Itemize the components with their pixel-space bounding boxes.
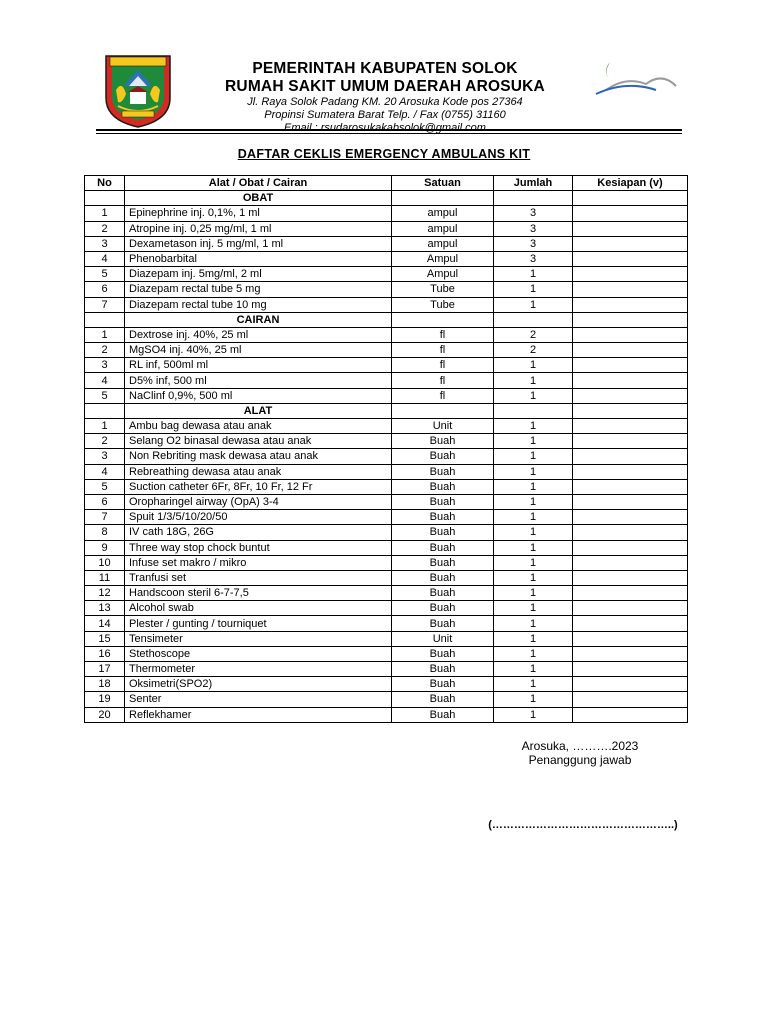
quantity-cell: 3 bbox=[494, 236, 573, 251]
quantity-cell: 3 bbox=[494, 251, 573, 266]
rsud-arosuka-logo bbox=[586, 50, 678, 122]
item-name: Oropharingel airway (OpA) 3-4 bbox=[125, 494, 392, 509]
row-number: 4 bbox=[85, 251, 125, 266]
table-row bbox=[85, 388, 688, 403]
quantity-cell: 1 bbox=[494, 388, 573, 403]
row-number: 3 bbox=[85, 449, 125, 464]
readiness-check-cell[interactable] bbox=[573, 464, 688, 479]
header-rule-thin bbox=[96, 133, 682, 134]
row-number: 2 bbox=[85, 343, 125, 358]
unit-cell: Buah bbox=[392, 525, 494, 540]
section-row-obat bbox=[85, 191, 688, 206]
table-row bbox=[85, 570, 688, 585]
readiness-check-cell[interactable] bbox=[573, 570, 688, 585]
readiness-check-cell[interactable] bbox=[573, 236, 688, 251]
col-header-satuan: Satuan bbox=[392, 176, 494, 191]
table-row bbox=[85, 206, 688, 221]
readiness-check-cell[interactable] bbox=[573, 494, 688, 509]
unit-cell: Buah bbox=[392, 494, 494, 509]
item-name: Diazepam rectal tube 5 mg bbox=[125, 282, 392, 297]
quantity-cell: 1 bbox=[494, 494, 573, 509]
empty-cell bbox=[392, 191, 494, 206]
row-number: 11 bbox=[85, 570, 125, 585]
quantity-cell: 1 bbox=[494, 267, 573, 282]
row-number: 6 bbox=[85, 282, 125, 297]
unit-cell: Buah bbox=[392, 586, 494, 601]
row-number: 20 bbox=[85, 707, 125, 722]
row-number: 2 bbox=[85, 434, 125, 449]
section-row-cairan bbox=[85, 312, 688, 327]
item-name: Atropine inj. 0,25 mg/ml, 1 ml bbox=[125, 221, 392, 236]
readiness-check-cell[interactable] bbox=[573, 707, 688, 722]
row-number: 3 bbox=[85, 358, 125, 373]
item-name: Infuse set makro / mikro bbox=[125, 555, 392, 570]
row-number: 6 bbox=[85, 494, 125, 509]
readiness-check-cell[interactable] bbox=[573, 601, 688, 616]
item-name: Dextrose inj. 40%, 25 ml bbox=[125, 327, 392, 342]
quantity-cell: 1 bbox=[494, 601, 573, 616]
signature-block bbox=[500, 739, 660, 767]
readiness-check-cell[interactable] bbox=[573, 388, 688, 403]
unit-cell: Buah bbox=[392, 540, 494, 555]
table-row bbox=[85, 267, 688, 282]
row-number: 17 bbox=[85, 662, 125, 677]
table-row bbox=[85, 707, 688, 722]
readiness-check-cell[interactable] bbox=[573, 677, 688, 692]
empty-cell bbox=[494, 403, 573, 418]
item-name: Handscoon steril 6-7-7,5 bbox=[125, 586, 392, 601]
quantity-cell: 1 bbox=[494, 692, 573, 707]
table-row bbox=[85, 616, 688, 631]
item-name: Spuit 1/3/5/10/20/50 bbox=[125, 510, 392, 525]
empty-cell bbox=[573, 191, 688, 206]
table-row bbox=[85, 692, 688, 707]
item-name: RL inf, 500ml ml bbox=[125, 358, 392, 373]
row-number: 10 bbox=[85, 555, 125, 570]
col-header-no: No bbox=[85, 176, 125, 191]
table-row bbox=[85, 662, 688, 677]
table-body bbox=[85, 191, 688, 723]
item-name: Reflekhamer bbox=[125, 707, 392, 722]
item-name: Diazepam inj. 5mg/ml, 2 ml bbox=[125, 267, 392, 282]
quantity-cell: 1 bbox=[494, 662, 573, 677]
quantity-cell: 1 bbox=[494, 646, 573, 661]
table-row bbox=[85, 434, 688, 449]
readiness-check-cell[interactable] bbox=[573, 616, 688, 631]
table-row bbox=[85, 327, 688, 342]
header-rule-thick bbox=[96, 129, 682, 131]
table-row bbox=[85, 251, 688, 266]
row-number: 4 bbox=[85, 464, 125, 479]
unit-cell: Buah bbox=[392, 646, 494, 661]
table-row bbox=[85, 343, 688, 358]
unit-cell: Ampul bbox=[392, 251, 494, 266]
table-header-row bbox=[85, 176, 688, 191]
table-row bbox=[85, 540, 688, 555]
quantity-cell: 1 bbox=[494, 358, 573, 373]
readiness-check-cell[interactable] bbox=[573, 221, 688, 236]
table-row bbox=[85, 601, 688, 616]
readiness-check-cell[interactable] bbox=[573, 343, 688, 358]
quantity-cell: 1 bbox=[494, 555, 573, 570]
government-name: PEMERINTAH KABUPATEN SOLOK bbox=[252, 60, 518, 77]
readiness-check-cell[interactable] bbox=[573, 586, 688, 601]
quantity-cell: 1 bbox=[494, 449, 573, 464]
unit-cell: Buah bbox=[392, 449, 494, 464]
quantity-cell: 1 bbox=[494, 677, 573, 692]
unit-cell: Unit bbox=[392, 419, 494, 434]
unit-cell: Buah bbox=[392, 677, 494, 692]
item-name: Stethoscope bbox=[125, 646, 392, 661]
readiness-check-cell[interactable] bbox=[573, 434, 688, 449]
row-number: 16 bbox=[85, 646, 125, 661]
table-row bbox=[85, 555, 688, 570]
unit-cell: Buah bbox=[392, 479, 494, 494]
readiness-check-cell[interactable] bbox=[573, 373, 688, 388]
unit-cell: ampul bbox=[392, 221, 494, 236]
quantity-cell: 1 bbox=[494, 464, 573, 479]
row-number: 7 bbox=[85, 297, 125, 312]
table-row bbox=[85, 646, 688, 661]
quantity-cell: 2 bbox=[494, 343, 573, 358]
readiness-check-cell[interactable] bbox=[573, 555, 688, 570]
table-row bbox=[85, 510, 688, 525]
readiness-check-cell[interactable] bbox=[573, 662, 688, 677]
readiness-check-cell[interactable] bbox=[573, 449, 688, 464]
item-name: Diazepam rectal tube 10 mg bbox=[125, 297, 392, 312]
readiness-check-cell[interactable] bbox=[573, 358, 688, 373]
unit-cell: Buah bbox=[392, 464, 494, 479]
quantity-cell: 1 bbox=[494, 434, 573, 449]
item-name: NaClinf 0,9%, 500 ml bbox=[125, 388, 392, 403]
quantity-cell: 3 bbox=[494, 221, 573, 236]
row-number: 12 bbox=[85, 586, 125, 601]
unit-cell: Buah bbox=[392, 555, 494, 570]
item-name: D5% inf, 500 ml bbox=[125, 373, 392, 388]
table-row bbox=[85, 494, 688, 509]
unit-cell: Ampul bbox=[392, 267, 494, 282]
row-number: 1 bbox=[85, 327, 125, 342]
unit-cell: ampul bbox=[392, 206, 494, 221]
unit-cell: Tube bbox=[392, 297, 494, 312]
item-name: Epinephrine inj. 0,1%, 1 ml bbox=[125, 206, 392, 221]
quantity-cell: 1 bbox=[494, 586, 573, 601]
empty-cell bbox=[85, 403, 125, 418]
empty-cell bbox=[494, 191, 573, 206]
hospital-name: RUMAH SAKIT UMUM DAERAH AROSUKA bbox=[225, 78, 545, 95]
empty-cell bbox=[494, 312, 573, 327]
unit-cell: ampul bbox=[392, 236, 494, 251]
readiness-check-cell[interactable] bbox=[573, 297, 688, 312]
row-number: 5 bbox=[85, 388, 125, 403]
table-row bbox=[85, 221, 688, 236]
readiness-check-cell[interactable] bbox=[573, 510, 688, 525]
table-row bbox=[85, 586, 688, 601]
item-name: Non Rebriting mask dewasa atau anak bbox=[125, 449, 392, 464]
item-name: Three way stop chock buntut bbox=[125, 540, 392, 555]
readiness-check-cell[interactable] bbox=[573, 206, 688, 221]
item-name: Suction catheter 6Fr, 8Fr, 10 Fr, 12 Fr bbox=[125, 479, 392, 494]
col-header-kesiapan: Kesiapan (v) bbox=[573, 176, 688, 191]
item-name: Phenobarbital bbox=[125, 251, 392, 266]
item-name: Rebreathing dewasa atau anak bbox=[125, 464, 392, 479]
quantity-cell: 3 bbox=[494, 206, 573, 221]
address: Jl. Raya Solok Padang KM. 20 Arosuka Kode pos 27364 bbox=[247, 96, 523, 108]
table-row bbox=[85, 479, 688, 494]
unit-cell: Tube bbox=[392, 282, 494, 297]
quantity-cell: 1 bbox=[494, 540, 573, 555]
letterhead bbox=[180, 60, 590, 135]
unit-cell: fl bbox=[392, 358, 494, 373]
table-row bbox=[85, 419, 688, 434]
table-row bbox=[85, 373, 688, 388]
table-row bbox=[85, 297, 688, 312]
unit-cell: Buah bbox=[392, 570, 494, 585]
row-number: 15 bbox=[85, 631, 125, 646]
row-number: 5 bbox=[85, 267, 125, 282]
row-number: 1 bbox=[85, 419, 125, 434]
quantity-cell: 1 bbox=[494, 707, 573, 722]
item-name: Plester / gunting / tourniquet bbox=[125, 616, 392, 631]
empty-cell bbox=[573, 403, 688, 418]
unit-cell: Unit bbox=[392, 631, 494, 646]
checklist-table bbox=[84, 175, 688, 723]
row-number: 19 bbox=[85, 692, 125, 707]
empty-cell bbox=[392, 403, 494, 418]
signature-line: (…………………………………………..) bbox=[488, 819, 678, 831]
place-date: Arosuka, ……….2023 bbox=[521, 739, 639, 753]
row-number: 8 bbox=[85, 525, 125, 540]
item-name: Selang O2 binasal dewasa atau anak bbox=[125, 434, 392, 449]
quantity-cell: 1 bbox=[494, 631, 573, 646]
quantity-cell: 1 bbox=[494, 479, 573, 494]
item-name: Alcohol swab bbox=[125, 601, 392, 616]
item-name: Ambu bag dewasa atau anak bbox=[125, 419, 392, 434]
readiness-check-cell[interactable] bbox=[573, 282, 688, 297]
readiness-check-cell[interactable] bbox=[573, 692, 688, 707]
unit-cell: fl bbox=[392, 373, 494, 388]
unit-cell: Buah bbox=[392, 707, 494, 722]
unit-cell: Buah bbox=[392, 510, 494, 525]
table-row bbox=[85, 525, 688, 540]
row-number: 7 bbox=[85, 510, 125, 525]
item-name: Thermometer bbox=[125, 662, 392, 677]
email: Email : rsudarosukakabsolok@gmail.com bbox=[284, 122, 486, 134]
empty-cell bbox=[392, 312, 494, 327]
unit-cell: fl bbox=[392, 343, 494, 358]
unit-cell: Buah bbox=[392, 662, 494, 677]
row-number: 1 bbox=[85, 206, 125, 221]
quantity-cell: 1 bbox=[494, 373, 573, 388]
section-row-alat bbox=[85, 403, 688, 418]
section-title: OBAT bbox=[125, 191, 392, 206]
quantity-cell: 1 bbox=[494, 510, 573, 525]
item-name: Tensimeter bbox=[125, 631, 392, 646]
unit-cell: Buah bbox=[392, 692, 494, 707]
quantity-cell: 1 bbox=[494, 570, 573, 585]
quantity-cell: 1 bbox=[494, 616, 573, 631]
item-name: Dexametason inj. 5 mg/ml, 1 ml bbox=[125, 236, 392, 251]
unit-cell: fl bbox=[392, 327, 494, 342]
table-row bbox=[85, 236, 688, 251]
readiness-check-cell[interactable] bbox=[573, 479, 688, 494]
table-row bbox=[85, 449, 688, 464]
section-title: CAIRAN bbox=[125, 312, 392, 327]
col-header-jumlah: Jumlah bbox=[494, 176, 573, 191]
province-phone: Propinsi Sumatera Barat Telp. / Fax (0755) 31160 bbox=[264, 109, 506, 121]
row-number: 4 bbox=[85, 373, 125, 388]
table-row bbox=[85, 631, 688, 646]
kabupaten-solok-logo bbox=[102, 50, 174, 128]
table-row bbox=[85, 358, 688, 373]
unit-cell: Buah bbox=[392, 434, 494, 449]
readiness-check-cell[interactable] bbox=[573, 327, 688, 342]
item-name: Senter bbox=[125, 692, 392, 707]
quantity-cell: 2 bbox=[494, 327, 573, 342]
empty-cell bbox=[85, 191, 125, 206]
item-name: Oksimetri(SPO2) bbox=[125, 677, 392, 692]
readiness-check-cell[interactable] bbox=[573, 540, 688, 555]
document-title: DAFTAR CEKLIS EMERGENCY AMBULANS KIT bbox=[237, 147, 531, 161]
item-name: IV cath 18G, 26G bbox=[125, 525, 392, 540]
col-header-item: Alat / Obat / Cairan bbox=[125, 176, 392, 191]
readiness-check-cell[interactable] bbox=[573, 267, 688, 282]
readiness-check-cell[interactable] bbox=[573, 631, 688, 646]
row-number: 2 bbox=[85, 221, 125, 236]
row-number: 5 bbox=[85, 479, 125, 494]
item-name: MgSO4 inj. 40%, 25 ml bbox=[125, 343, 392, 358]
readiness-check-cell[interactable] bbox=[573, 251, 688, 266]
quantity-cell: 1 bbox=[494, 419, 573, 434]
quantity-cell: 1 bbox=[494, 297, 573, 312]
readiness-check-cell[interactable] bbox=[573, 419, 688, 434]
row-number: 3 bbox=[85, 236, 125, 251]
table-row bbox=[85, 677, 688, 692]
row-number: 14 bbox=[85, 616, 125, 631]
section-title: ALAT bbox=[125, 403, 392, 418]
table-row bbox=[85, 464, 688, 479]
item-name: Tranfusi set bbox=[125, 570, 392, 585]
unit-cell: Buah bbox=[392, 601, 494, 616]
table-row bbox=[85, 282, 688, 297]
readiness-check-cell[interactable] bbox=[573, 525, 688, 540]
unit-cell: Buah bbox=[392, 616, 494, 631]
empty-cell bbox=[573, 312, 688, 327]
readiness-check-cell[interactable] bbox=[573, 646, 688, 661]
empty-cell bbox=[85, 312, 125, 327]
row-number: 9 bbox=[85, 540, 125, 555]
responsible-role: Penanggung jawab bbox=[528, 753, 632, 767]
row-number: 13 bbox=[85, 601, 125, 616]
quantity-cell: 1 bbox=[494, 525, 573, 540]
unit-cell: fl bbox=[392, 388, 494, 403]
quantity-cell: 1 bbox=[494, 282, 573, 297]
row-number: 18 bbox=[85, 677, 125, 692]
